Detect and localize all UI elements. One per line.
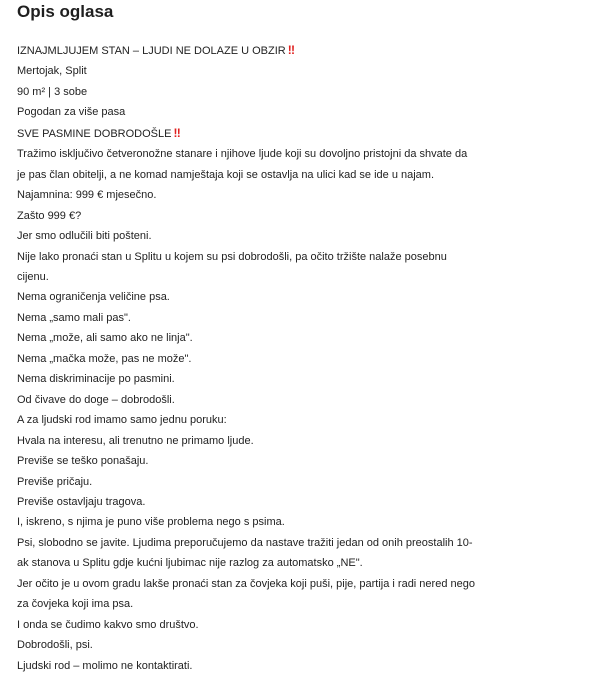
double-exclamation-icon: ‼ [287, 43, 294, 57]
description-line: Nije lako pronaći stan u Splitu u kojem su psi dobrodošli, pa očito tržište nalaže posebnu cijenu. [17, 250, 447, 283]
description-line: Jer očito je u ovom gradu lakše pronaći stan za čovjeka koji puši, pije, partija i radi nered nego za čovjeka koji ima psa. [17, 577, 475, 611]
description-line: Hvala na interesu, ali trenutno ne primamo ljude. [17, 434, 254, 447]
description-line: Nema „mačka može, pas ne može". [17, 352, 192, 365]
description-line: Psi, slobodno se javite. Ljudima preporučujemo da nastave tražiti jedan od onih preostalih 10-ak stanova u Splitu gdje kućni ljubimac nije razlog za automatsko „NE". [17, 536, 473, 570]
description-line: Pogodan za više pasa [17, 106, 126, 119]
description-line-text: IZNAJMLJUJEM STAN – LJUDI NE DOLAZE U OBZIR [17, 45, 286, 57]
description-line: Nema „može, ali samo ako ne linja". [17, 332, 193, 345]
ad-description-text [17, 40, 477, 676]
description-line: Od čivave do doge – dobrodošli. [17, 393, 175, 406]
description-line-price: Najamnina: 999 € mjesečno. [17, 189, 157, 202]
description-line-all-breeds [17, 123, 477, 144]
description-line-headline [17, 40, 477, 61]
description-line: Dobrodošli, psi. [17, 639, 93, 652]
description-line: Previše ostavljaju tragova. [17, 495, 146, 508]
description-line: A za ljudski rod imamo samo jednu poruku: [17, 414, 227, 427]
double-exclamation-icon: ‼ [173, 125, 180, 140]
description-line: Tražimo isključivo četveronožne stanare i njihove ljude koji su dovoljno pristojni da shvate da je pas član obitelji, a ne komad namještaja koji se ostavlja na ulici kad se ide u najam. [17, 148, 468, 181]
description-line: Nema diskriminacije po pasmini. [17, 373, 175, 386]
description-line: Nema ograničenja veličine psa. [17, 291, 170, 304]
description-line: Previše se teško ponašaju. [17, 455, 149, 468]
description-line: Zašto 999 €? [17, 209, 82, 222]
description-line: 90 m² | 3 sobe [17, 85, 88, 98]
description-line: Mertojak, Split [17, 65, 87, 78]
description-line-text: SVE PASMINE DOBRODOŠLE [17, 127, 172, 140]
description-line: Previše pričaju. [17, 475, 93, 488]
description-line: Nema „samo mali pas". [17, 311, 131, 324]
description-line: Ljudski rod – molimo ne kontaktirati. [17, 659, 193, 672]
section-title: Opis oglasa [17, 2, 114, 21]
description-line: I, iskreno, s njima je puno više problema nego s psima. [17, 516, 285, 529]
description-line: I onda se čudimo kakvo smo društvo. [17, 618, 199, 631]
description-line: Jer smo odlučili biti pošteni. [17, 230, 152, 243]
